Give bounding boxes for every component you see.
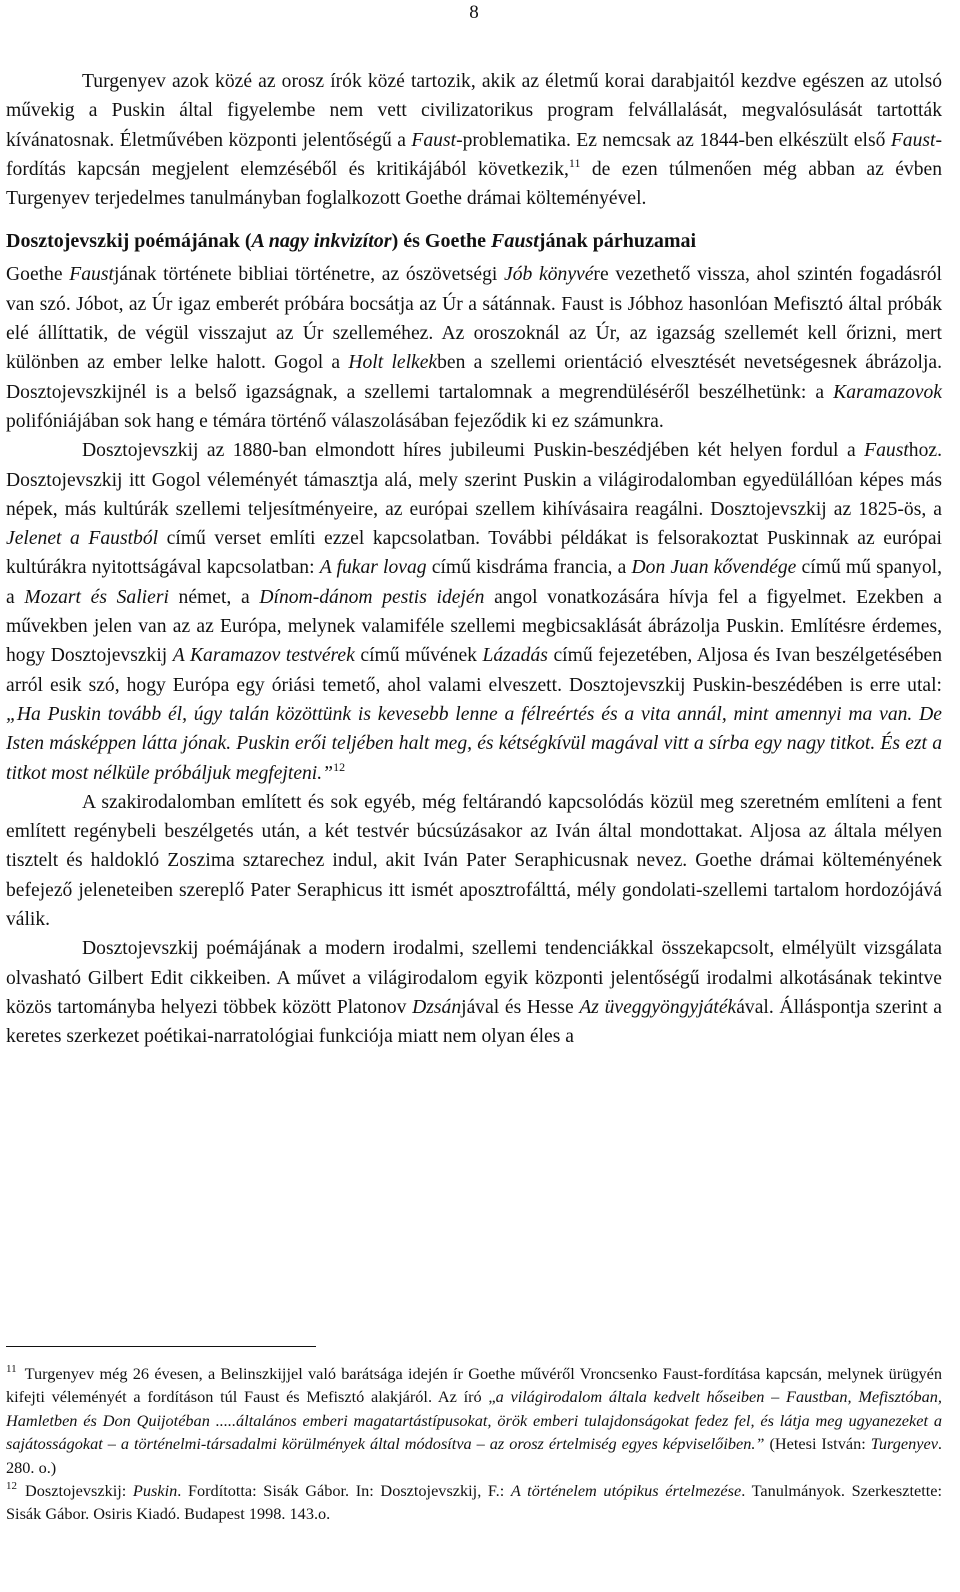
footnote-11 [6,1362,942,1479]
footnote-separator [6,1346,316,1347]
footnotes [6,1362,942,1526]
paragraph-4: A szakirodalomban említett és sok egyéb, még feltárandó kapcsolódás közül meg szeretném említeni a fent említett regénybeli beszélgetés után, a két testvér búcsúzásakor az Iván által mondottakat. Aljosa az általa mélyen tisztelt és haldokló Zoszima sztarechez indul, akit Iván Pater Seraphicusnak nevez. Goethe drámai költeményének befejező jeleneteiben szereplő Pater Seraphicus itt ismét aposztrofálttá, mély gondolati-szellemi tartalom hordozójává válik. [6,791,942,931]
paragraph-5: Dosztojevszkij poémájának a modern irodalmi, szellemi tendenciákkal összekapcsolt, elmélyült vizsgálata olvasható Gilbert Edit cikkeiben. A művet a világirodalom egyik központi jelentőségű irodalmi alkotásának tekintve közös tartományba helyezi többek között Platonov Dzsánjával és Hesse Az üveggyöngyjátékával. Álláspontja szerint a keretes szerkezet poétikai-narratológiai funkciója miatt nem olyan éles a [6,938,943,1048]
footnote-12-text: Dosztojevszkij: Puskin. Fordította: Sisák Gábor. In: Dosztojevszkij, F.: A történelem utópikus értelmezése. Tanulmányok. Szerkesztette: Sisák Gábor. Osiris Kiadó. Budapest 1998. 143.o. [6,1481,942,1524]
footnote-11-text: Turgenyev még 26 évesen, a Belinszkijjel való barátsága idején ír Goethe művéről Vroncsenko Faust-fordítása kapcsán, melynek ürügyén kifejti véleményét a fordításon túl Faust és Mefisztó alakjáról. Az író „a világirodalom általa kedvelt hőseiben – Faustban, Mefisztóban, Hamletben és Don Quijotéban .....általános emberi magatartástípusokat, örök emberi tulajdonságokat fedez fel, és látja meg ugyanezeket a sajátosságokat – a történelmi-társadalmi körülmények által módosítva – az orosz értelmiség egyes képviselőiben.” (Hetesi István: Turgenyev. 280. o.) [6,1364,942,1477]
paragraph-3: Dosztojevszkij az 1880-ban elmondott híres jubileumi Puskin-beszédjében két helyen fordul a Fausthoz. Dosztojevszkij itt Gogol véleményét támasztja alá, mely szerint Puskin a világirodalomban egyedülállóan képes más népek, más kultúrák szellemi teljesítményeire, az európai szellem kihívásaira reagálni. Dosztojevszkij az 1825-ös, a Jelenet a Faustból című verset említi ezzel kapcsolatban. További példákat is felsorakoztat Puskinnak az európai kultúrákra nyitottságával kapcsolatban: A fukar lovag című kisdráma francia, a Don Juan kővendége című mű spanyol, a Mozart és Salieri német, a Dínom-dánom pestis idején angol vonatkozására hívja fel a figyelmet. Ezekben a művekben jelen van az az Európa, melynek valamiféle szellemi megbicsaklását ábrázolja Puskin. Említésre érdemes, hogy Dosztojevszkij A Karamazov testvérek című művének Lázadás című fejezetében, Aljosa és Ivan beszélgetésében arról esik szó, hogy Európa egy óriási temető, ahol valami elveszett. Dosztojevszkij Puskin-beszédében is erre utal: „Ha Puskin tovább él, úgy talán közöttünk is kevesebb lenne a félreértés és a vita annál, mint amennyi ma van. De Isten másképpen látta jónak. Puskin erői teljében halt meg, és kétségkívül magával vitt a sírba egy nagy titkot. És ezt a titkot most nélküle próbáljuk megfejteni.”$^{12}$ [6,440,942,784]
page-number: 8 [469,2,479,23]
paragraph-2: Goethe Faustjának története bibliai történetre, az ószövetségi Jób könyvére vezethető vissza, ahol szintén fogadásról van szó. Jóbot, az Úr igaz emberét próbára bocsátja az Úr a sátánnak. Faust is Jóbhoz hasonlóan Mefisztó által próbák elé állíttatik, de végül visszajut az Úr szelleméhez. Az oroszoknál az Úr, az igazság szellemét kell őrizni, mert különben az ember lelke halott. Gogol a Holt lelkekben a szellemi orientáció elvesztését nevetségesnek ábrázolja. Dosztojevszkijnél is a belső igazságnak, a szellemi tartalomnak a megrendüléséről beszélhetünk: a Karamazovok polifóniájában sok hang e témára történő válaszolásában fejeződik ki ez számunkra. [6,264,942,432]
footnote-11-number: 11 [6,1363,17,1375]
footnote-12 [6,1479,942,1526]
body-text [6,67,942,1052]
section-heading: Dosztojevszkij poémájának (A nagy inkvizítor) és Goethe Faustjának párhuzamai [6,230,697,253]
footnote-12-number: 12 [6,1480,17,1493]
paragraph-1: Turgenyev azok közé az orosz írók közé tartozik, akik az életmű korai darabjaitól kezdve egészen az utolsó művekig a Puskin által figyelembe nem vett civilizatorikus program felvállalását, megvalósulását tartották kívánatosnak. Életművében központi jelentőségű a Faust-problematika. Ez nemcsak az 1844-ben elkészült első Faust-fordítás kapcsán megjelent elemzéséből és kritikájából következik,$^{11}$ de ezen túlmenően még abban az évben Turgenyev terjedelmes tanulmányban foglalkozott Goethe drámai költeményével. [6,71,942,210]
